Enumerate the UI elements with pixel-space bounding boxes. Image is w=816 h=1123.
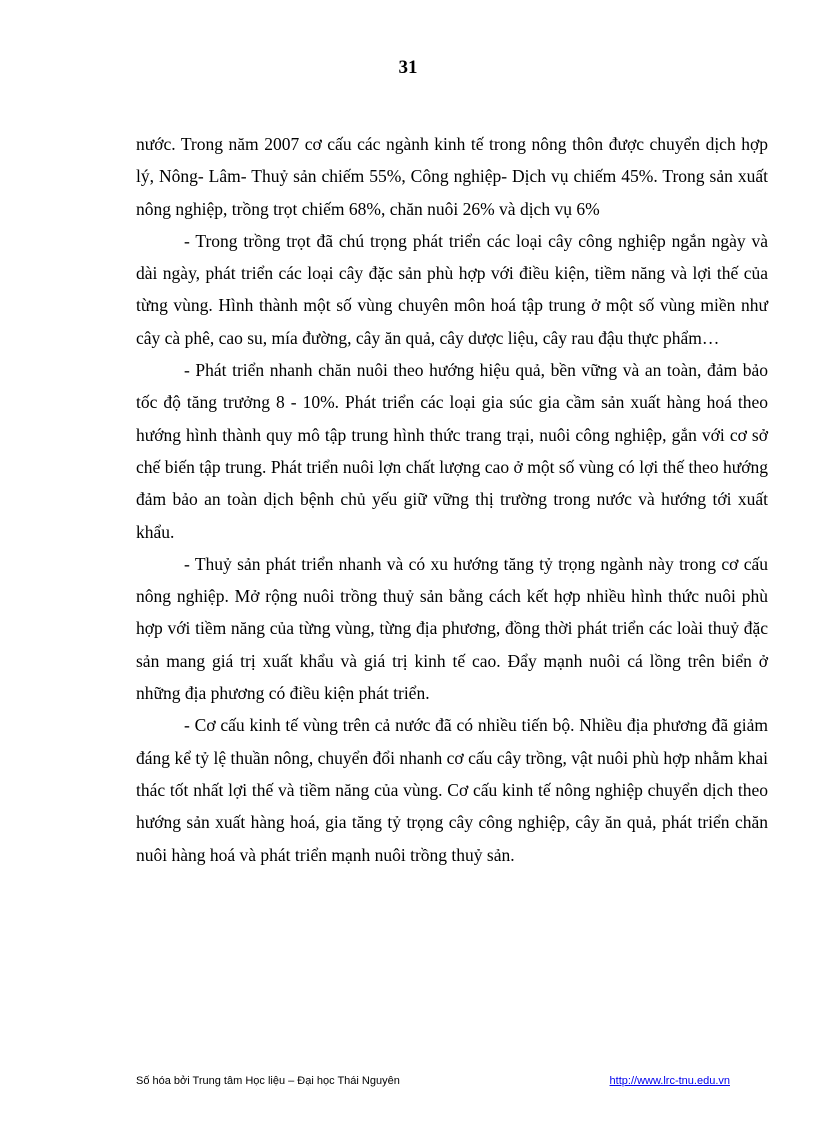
paragraph-fisheries: - Thuỷ sản phát triển nhanh và có xu hướng tăng tỷ trọng ngành này trong cơ cấu nông nghiệp. Mở rộng nuôi trồng thuỷ sản bằng cách kết hợp nhiều hình thức nuôi phù hợp với tiềm năng của từng vùng, từng địa phương, đồng thời phát triển các loài thuỷ đặc sản mang giá trị xuất khẩu và giá trị kinh tế cao. Đẩy mạnh nuôi cá lồng trên biển ở những địa phương có điều kiện phát triển. <box>136 553 768 704</box>
footer-credit: Số hóa bởi Trung tâm Học liệu – Đại học Thái Nguyên <box>136 1075 400 1087</box>
paragraph-livestock: - Phát triển nhanh chăn nuôi theo hướng hiệu quả, bền vững và an toàn, đảm bảo tốc độ tăng trưởng 8 - 10%. Phát triển các loại gia súc gia cầm sản xuất hàng hoá theo hướng hình thành quy mô tập trung hình thức trang trại, nuôi công nghiệp, gắn với cơ sở chế biến tập trung. Phát triển nuôi lợn chất lượng cao ở một số vùng có lợi thế theo hướng đảm bảo an toàn dịch bệnh chủ yếu giữ vững thị trường trong nước và hướng tới xuất khẩu. <box>136 360 768 542</box>
paragraph-cultivation: - Trong trồng trọt đã chú trọng phát triển các loại cây công nghiệp ngắn ngày và dài ngày, phát triển các loại cây đặc sản phù hợp với điều kiện, tiềm năng và lợi thế của từng vùng. Hình thành một số vùng chuyên môn hoá tập trung ở một số vùng miền như cây cà phê, cao su, mía đường, cây ăn quả, cây dược liệu, cây rau đậu thực phẩm… <box>136 230 768 348</box>
paragraph-intro: nước. Trong năm 2007 cơ cấu các ngành kinh tế trong nông thôn được chuyển dịch hợp lý, Nông- Lâm- Thuỷ sản chiếm 55%, Công nghiệp- Dịch vụ chiếm 45%. Trong sản xuất nông nghiệp, trồng trọt chiếm 68%, chăn nuôi 26% và dịch vụ 6% <box>136 134 768 219</box>
document-body <box>136 128 768 871</box>
paragraph-regional-structure: - Cơ cấu kinh tế vùng trên cả nước đã có nhiều tiến bộ. Nhiều địa phương đã giảm đáng kể tỷ lệ thuần nông, chuyển đổi nhanh cơ cấu cây trồng, vật nuôi phù hợp nhằm khai thác tốt nhất lợi thế và tiềm năng của vùng. Cơ cấu kinh tế nông nghiệp chuyển dịch theo hướng sản xuất hàng hoá, gia tăng tỷ trọng cây công nghiệp, cây ăn quả, phát triển chăn nuôi hàng hoá và phát triển mạnh nuôi trồng thuỷ sản. <box>136 715 768 865</box>
page-number: 31 <box>398 57 418 78</box>
footer-link[interactable]: http://www.lrc-tnu.edu.vn <box>609 1075 730 1087</box>
